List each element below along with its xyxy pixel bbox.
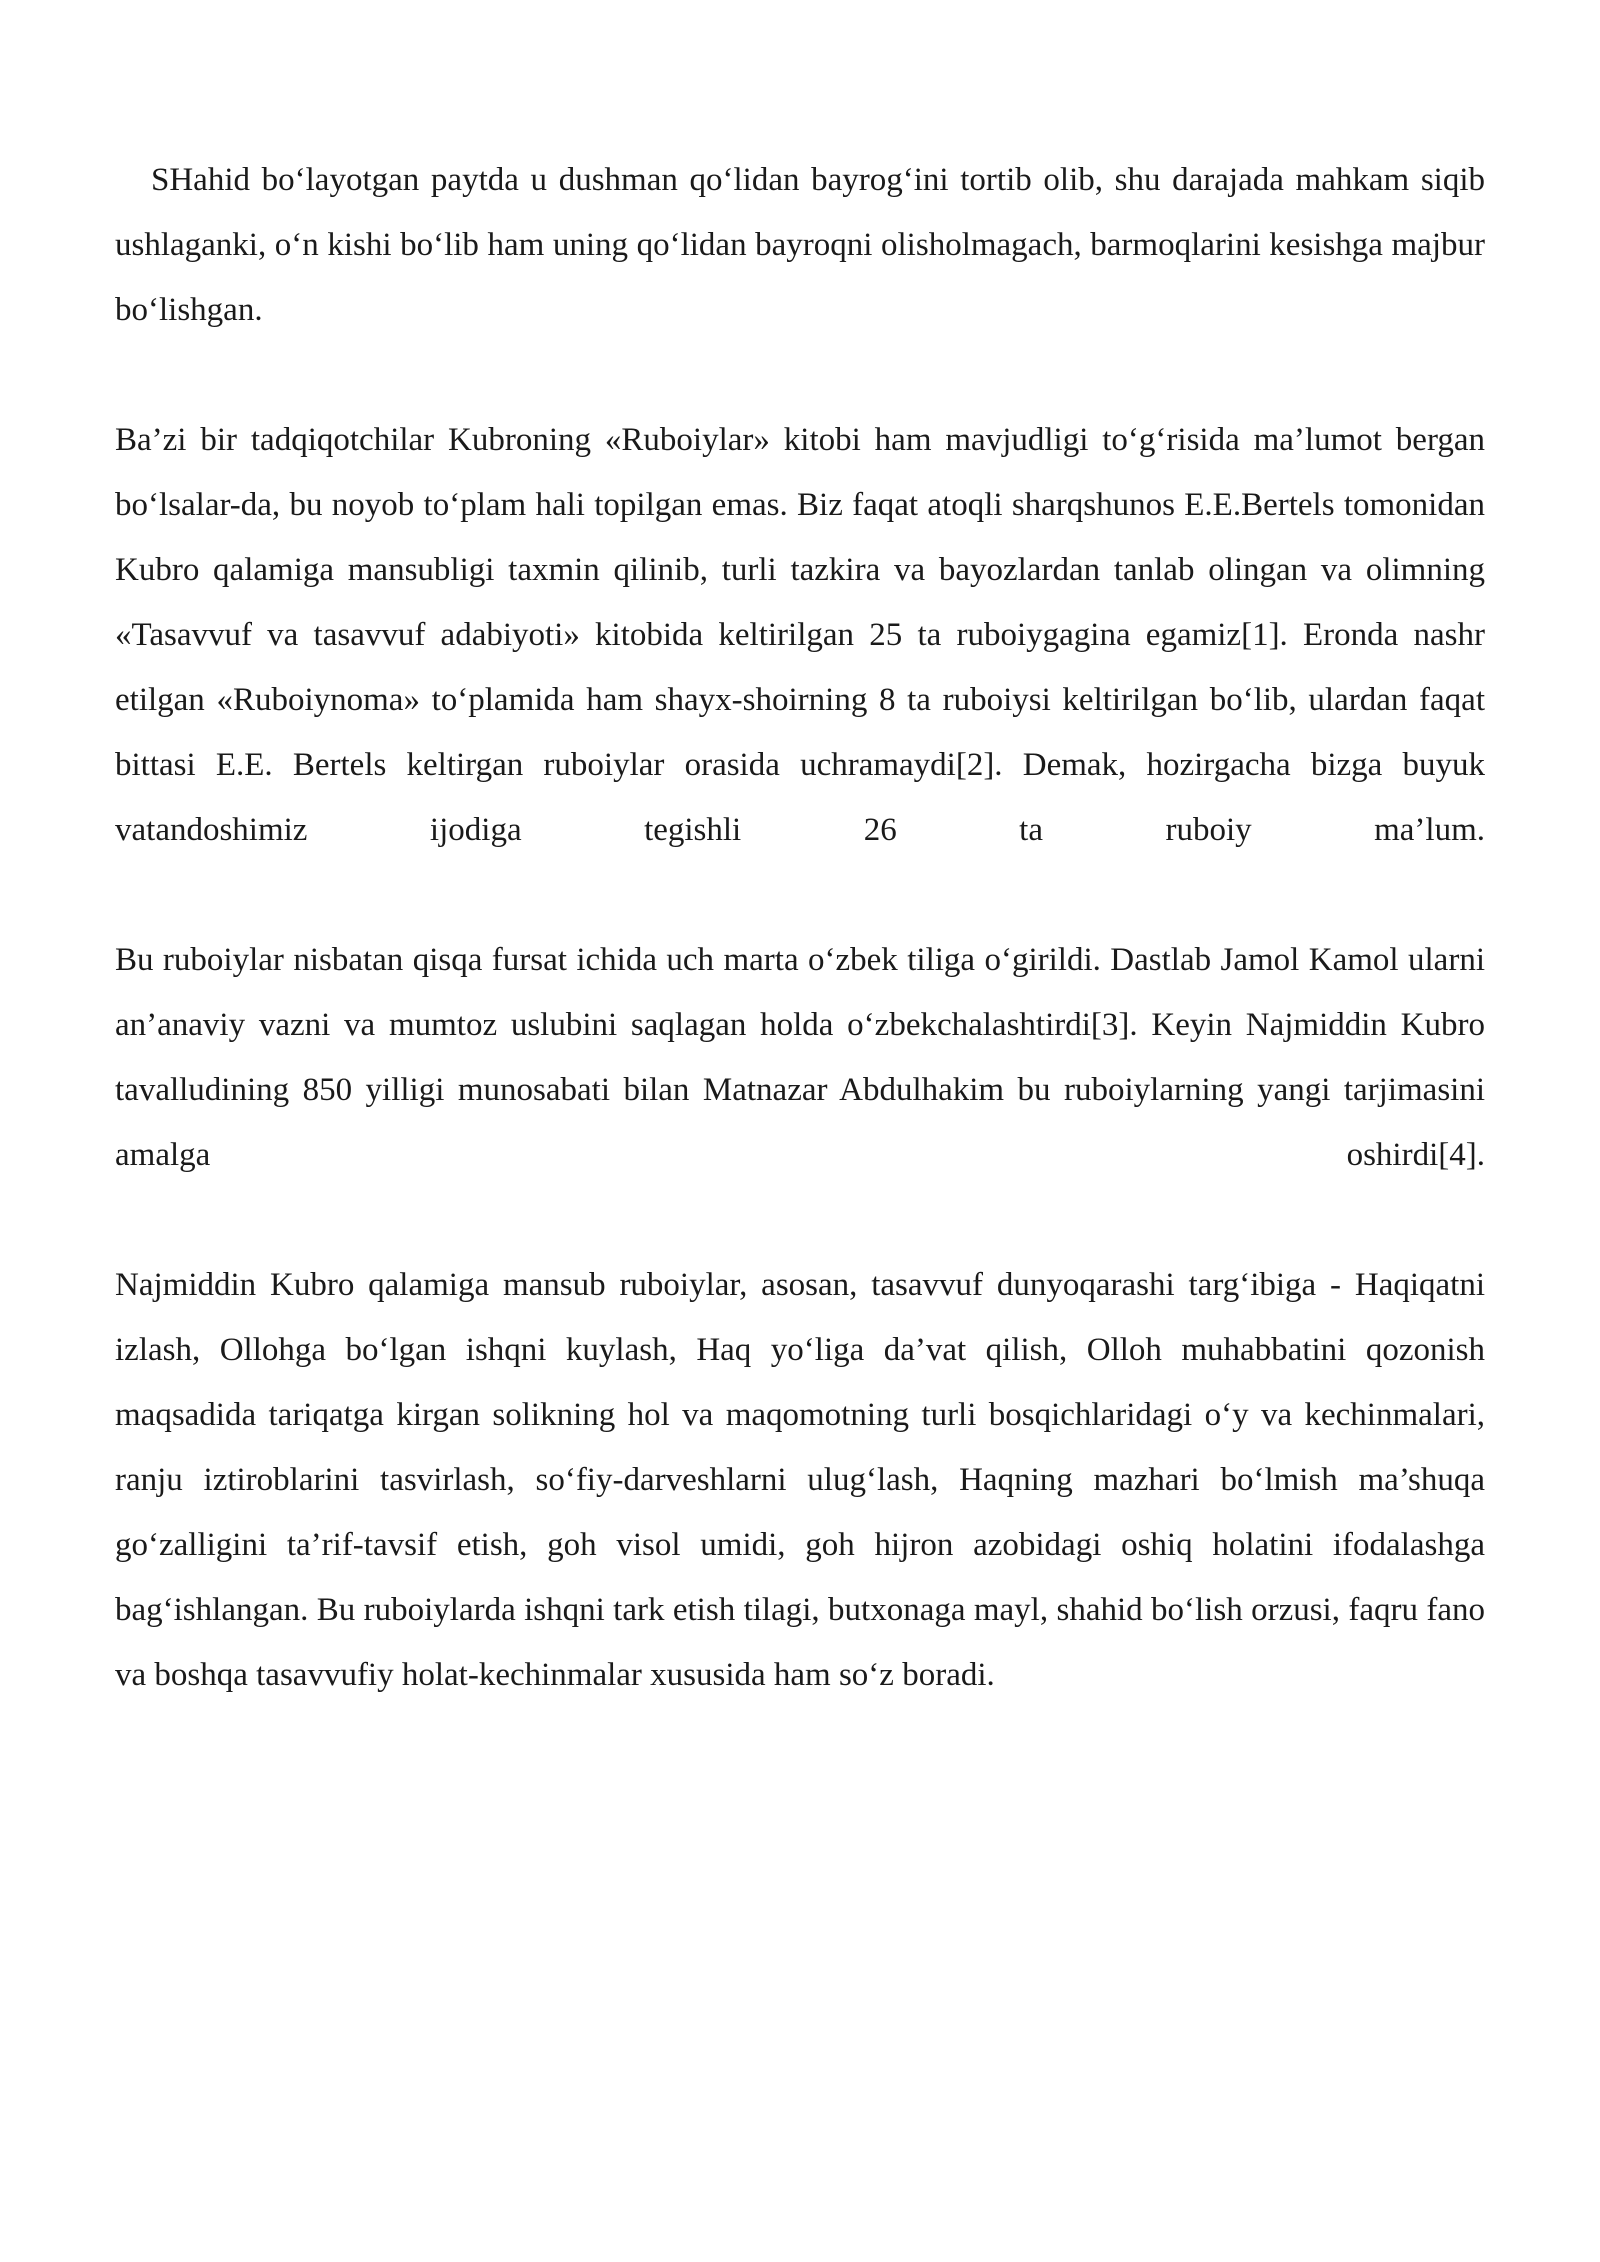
body-text <box>115 148 1485 1708</box>
paragraph-3: Bu ruboiylar nisbatan qisqa fursat ichida uch marta o‘zbek tiliga o‘girildi. Dastlab Jamol Kamol ularni an’anaviy vazni va mumtoz uslubini saqlagan holda o‘zbekchalashtirdi[3]. Keyin Najmiddin Kubro tavalludining 850 yilligi munosabati bilan Matnazar Abdulhakim bu ruboiylarning yangi tarjimasini amalga oshirdi[4]. <box>115 942 1485 1173</box>
paragraph-2: Ba’zi bir tadqiqotchilar Kubroning «Ruboiylar» kitobi ham mavjudligi to‘g‘risida ma’lumot bergan bo‘lsalar-da, bu noyob to‘plam hali topilgan emas. Biz faqat atoqli sharqshunos E.E.Bertels tomonidan Kubro qalamiga mansubligi taxmin qilinib, turli tazkira va bayozlardan tanlab olingan va olimning «Tasavvuf va tasavvuf adabiyoti» kitobida keltirilgan 25 ta ruboiygagina egamiz[1]. Eronda nashr etilgan «Ruboiynoma» to‘plamida ham shayx-shoirning 8 ta ruboiysi keltirilgan bo‘lib, ulardan faqat bittasi E.E. Bertels keltirgan ruboiylar orasida uchramaydi[2]. Demak, hozirgacha bizga buyuk vatandoshimiz ijodiga tegishli 26 ta ruboiy ma’lum. <box>115 422 1485 848</box>
paragraph-4: Najmiddin Kubro qalamiga mansub ruboiylar, asosan, tasavvuf dunyoqarashi targ‘ibiga - Haqiqatni izlash, Ollohga bo‘lgan ishqni kuylash, Haq yo‘liga da’vat qilish, Olloh muhabbatini qozonish maqsadida tariqatga kirgan solikning hol va maqomotning turli bosqichlaridagi o‘y va kechinmalari, ranju iztiroblarini tasvirlash, so‘fiy-darveshlarni ulug‘lash, Haqning mazhari bo‘lmish ma’shuqa go‘zalligini ta’rif-tavsif etish, goh visol umidi, goh hijron azobidagi oshiq holatini ifodalashga bag‘ishlangan. Bu ruboiylarda ishqni tark etish tilagi, butxonaga mayl, shahid bo‘lish orzusi, faqru fano va boshqa tasavvufiy holat-kechinmalar xususida ham so‘z boradi. <box>115 1267 1485 1693</box>
paragraph-1: SHahid bo‘layotgan paytda u dushman qo‘lidan bayrog‘ini tortib olib, shu darajada mahkam siqib ushlaganki, o‘n kishi bo‘lib ham uning qo‘lidan bayroqni olisholmagach, barmoqlarini kesishga majbur bo‘lishgan. <box>115 162 1485 328</box>
